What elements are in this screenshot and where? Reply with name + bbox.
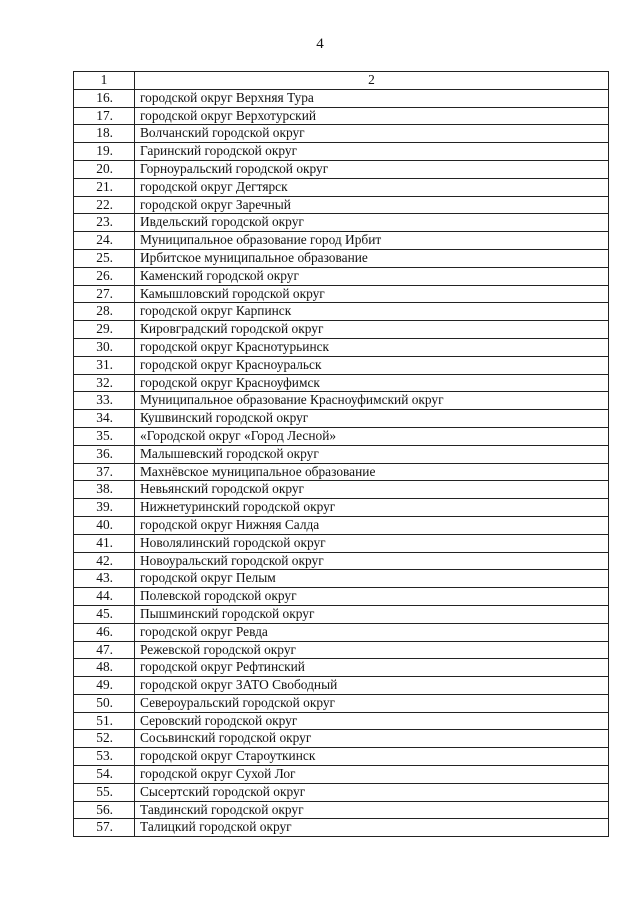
row-name-cell: городской округ ЗАТО Свободный: [135, 677, 609, 695]
row-name-cell: городской округ Карпинск: [135, 303, 609, 321]
table-row: [74, 712, 609, 730]
row-number-cell: 38.: [74, 481, 135, 499]
table-row: [74, 267, 609, 285]
table-row: [74, 534, 609, 552]
row-name-cell: городской округ Рефтинский: [135, 659, 609, 677]
row-name-cell: городской округ Нижняя Салда: [135, 516, 609, 534]
row-number-cell: 44.: [74, 588, 135, 606]
row-name-cell: городской округ Пелым: [135, 570, 609, 588]
row-name-cell: Кушвинский городской округ: [135, 410, 609, 428]
table-row: [74, 516, 609, 534]
row-number-cell: 42.: [74, 552, 135, 570]
row-name-cell: Сосьвинский городской округ: [135, 730, 609, 748]
row-number-cell: 22.: [74, 196, 135, 214]
row-name-cell: городской округ Краснотурьинск: [135, 338, 609, 356]
row-name-cell: Сысертский городской округ: [135, 783, 609, 801]
row-number-cell: 37.: [74, 463, 135, 481]
table-row: [74, 125, 609, 143]
row-name-cell: Горноуральский городской округ: [135, 160, 609, 178]
row-name-cell: Махнёвское муниципальное образование: [135, 463, 609, 481]
row-number-cell: 55.: [74, 783, 135, 801]
table-row: [74, 783, 609, 801]
table-row: [74, 552, 609, 570]
table-row: [74, 427, 609, 445]
row-name-cell: городской округ Красноуфимск: [135, 374, 609, 392]
table-row: [74, 321, 609, 339]
row-number-cell: 26.: [74, 267, 135, 285]
row-name-cell: Ивдельский городской округ: [135, 214, 609, 232]
table-row: [74, 249, 609, 267]
table-row: [74, 445, 609, 463]
row-name-cell: Камышловский городской округ: [135, 285, 609, 303]
row-number-cell: 21.: [74, 178, 135, 196]
row-name-cell: Серовский городской округ: [135, 712, 609, 730]
table-row: [74, 356, 609, 374]
row-number-cell: 49.: [74, 677, 135, 695]
header-cell-name: 2: [135, 72, 609, 90]
row-name-cell: Кировградский городской округ: [135, 321, 609, 339]
table-row: [74, 481, 609, 499]
table-row: [74, 303, 609, 321]
table-row: [74, 392, 609, 410]
row-number-cell: 32.: [74, 374, 135, 392]
table-row: [74, 89, 609, 107]
table-row: [74, 178, 609, 196]
row-number-cell: 33.: [74, 392, 135, 410]
row-number-cell: 36.: [74, 445, 135, 463]
row-number-cell: 43.: [74, 570, 135, 588]
row-name-cell: Талицкий городской округ: [135, 819, 609, 837]
table-row: [74, 410, 609, 428]
table-row: [74, 107, 609, 125]
row-name-cell: городской округ Староуткинск: [135, 748, 609, 766]
table-row: [74, 499, 609, 517]
table-row: [74, 766, 609, 784]
row-number-cell: 25.: [74, 249, 135, 267]
table-row: [74, 641, 609, 659]
row-name-cell: Малышевский городской округ: [135, 445, 609, 463]
row-name-cell: Североуральский городской округ: [135, 694, 609, 712]
row-name-cell: городской округ Сухой Лог: [135, 766, 609, 784]
row-number-cell: 40.: [74, 516, 135, 534]
table-row: [74, 285, 609, 303]
row-number-cell: 17.: [74, 107, 135, 125]
row-name-cell: Пышминский городской округ: [135, 605, 609, 623]
row-name-cell: Муниципальное образование город Ирбит: [135, 232, 609, 250]
row-number-cell: 29.: [74, 321, 135, 339]
table-row: [74, 196, 609, 214]
row-number-cell: 34.: [74, 410, 135, 428]
table-row: [74, 801, 609, 819]
row-number-cell: 46.: [74, 623, 135, 641]
row-number-cell: 39.: [74, 499, 135, 517]
table-header-row: [74, 72, 609, 90]
row-name-cell: Гаринский городской округ: [135, 143, 609, 161]
row-number-cell: 57.: [74, 819, 135, 837]
row-number-cell: 53.: [74, 748, 135, 766]
row-number-cell: 35.: [74, 427, 135, 445]
municipalities-table: [73, 71, 609, 837]
row-name-cell: Новолялинский городской округ: [135, 534, 609, 552]
table-row: [74, 232, 609, 250]
row-name-cell: Волчанский городской округ: [135, 125, 609, 143]
row-number-cell: 20.: [74, 160, 135, 178]
row-name-cell: Режевской городской округ: [135, 641, 609, 659]
table-row: [74, 605, 609, 623]
table-row: [74, 374, 609, 392]
table-row: [74, 677, 609, 695]
row-name-cell: городской округ Верхняя Тура: [135, 89, 609, 107]
row-number-cell: 45.: [74, 605, 135, 623]
row-name-cell: городской округ Заречный: [135, 196, 609, 214]
row-name-cell: городской округ Дегтярск: [135, 178, 609, 196]
row-number-cell: 23.: [74, 214, 135, 232]
row-number-cell: 27.: [74, 285, 135, 303]
table-row: [74, 214, 609, 232]
table-row: [74, 748, 609, 766]
row-number-cell: 50.: [74, 694, 135, 712]
table-row: [74, 819, 609, 837]
table-row: [74, 694, 609, 712]
row-name-cell: Тавдинский городской округ: [135, 801, 609, 819]
row-number-cell: 52.: [74, 730, 135, 748]
header-cell-number: 1: [74, 72, 135, 90]
table-row: [74, 143, 609, 161]
row-number-cell: 47.: [74, 641, 135, 659]
row-number-cell: 16.: [74, 89, 135, 107]
table-body: [74, 72, 609, 837]
row-name-cell: городской округ Верхотурский: [135, 107, 609, 125]
row-number-cell: 18.: [74, 125, 135, 143]
row-number-cell: 30.: [74, 338, 135, 356]
table-row: [74, 730, 609, 748]
row-number-cell: 48.: [74, 659, 135, 677]
row-name-cell: «Городской округ «Город Лесной»: [135, 427, 609, 445]
table-row: [74, 623, 609, 641]
row-name-cell: Муниципальное образование Красноуфимский округ: [135, 392, 609, 410]
row-number-cell: 31.: [74, 356, 135, 374]
page-number: 4: [316, 36, 324, 52]
row-name-cell: Ирбитское муниципальное образование: [135, 249, 609, 267]
row-name-cell: городской округ Ревда: [135, 623, 609, 641]
table-row: [74, 570, 609, 588]
row-number-cell: 28.: [74, 303, 135, 321]
row-number-cell: 41.: [74, 534, 135, 552]
row-number-cell: 51.: [74, 712, 135, 730]
row-name-cell: Невьянский городской округ: [135, 481, 609, 499]
row-name-cell: Каменский городской округ: [135, 267, 609, 285]
table-row: [74, 463, 609, 481]
table-row: [74, 588, 609, 606]
row-number-cell: 54.: [74, 766, 135, 784]
table-row: [74, 160, 609, 178]
row-number-cell: 56.: [74, 801, 135, 819]
row-name-cell: Новоуральский городской округ: [135, 552, 609, 570]
table-row: [74, 659, 609, 677]
row-number-cell: 24.: [74, 232, 135, 250]
row-name-cell: Нижнетуринский городской округ: [135, 499, 609, 517]
table-row: [74, 338, 609, 356]
row-name-cell: Полевской городской округ: [135, 588, 609, 606]
row-name-cell: городской округ Красноуральск: [135, 356, 609, 374]
row-number-cell: 19.: [74, 143, 135, 161]
